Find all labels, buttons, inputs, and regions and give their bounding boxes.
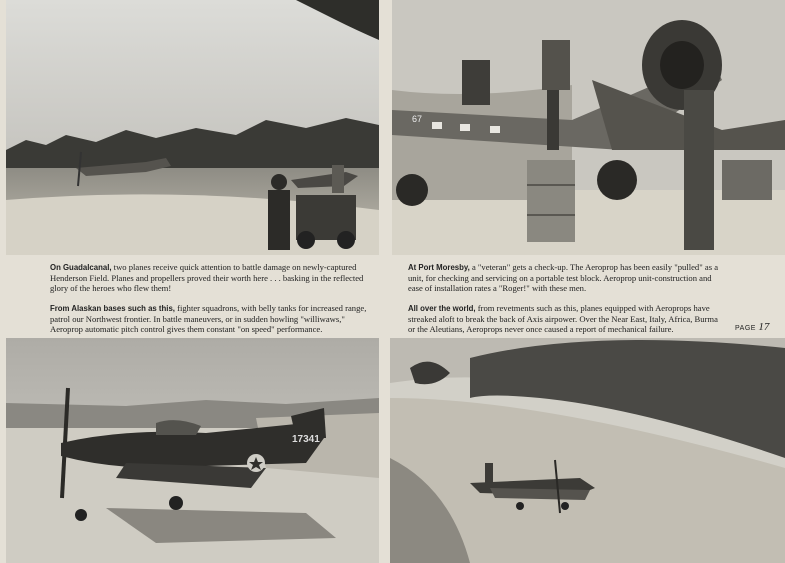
page-label: PAGE — [735, 325, 756, 332]
caption-text: two planes receive quick attention to battle damage on newly-captured Henderson Field. Planes and propellers proved their worth here . . . basking in the reflected glory of the heroes who flew them! — [50, 262, 364, 294]
caption-guadalcanal — [50, 262, 368, 294]
caption-lead: From Alaskan bases such as this, — [50, 304, 175, 313]
caption-lead: At Port Moresby, — [408, 263, 470, 272]
caption-lead: All over the world, — [408, 304, 476, 313]
photo-revetment — [390, 338, 785, 563]
tail-number-text: 17341 — [292, 434, 320, 445]
photo-port-moresby — [392, 0, 785, 255]
caption-text: fighter squadrons, with belly tanks for increased range, patrol our Northwest frontier. In battle maneuvers, or in sudden howling "williwaws," Aeroprop automatic pitch control gives them constant "on speed" performance. — [50, 303, 367, 335]
caption-text: a "veteran" gets a check-up. The Aeroprop has been easily "pulled" as a unit, for checking and servicing on a portable test block. Aeroprop unit-construction and ease of installation rates a "Roger!" with these men. — [408, 262, 719, 294]
caption-all-over-world — [408, 303, 726, 335]
caption-text: from revetments such as this, planes equipped with Aeroprops have streaked aloft to break the back of Axis airpower. Over the Near East, Italy, Africa, Burma or the Aleutians, Aeroprops never once caused a report of mechanical failure. — [408, 303, 718, 335]
wing-code-text: 67 — [412, 114, 423, 124]
caption-lead: On Guadalcanal, — [50, 263, 112, 272]
photo-guadalcanal — [6, 0, 379, 255]
caption-port-moresby — [408, 262, 726, 294]
page-number — [735, 321, 769, 333]
page-number-value: 17 — [758, 321, 770, 333]
caption-alaska — [50, 303, 368, 335]
photo-alaska-fighter — [6, 338, 379, 563]
